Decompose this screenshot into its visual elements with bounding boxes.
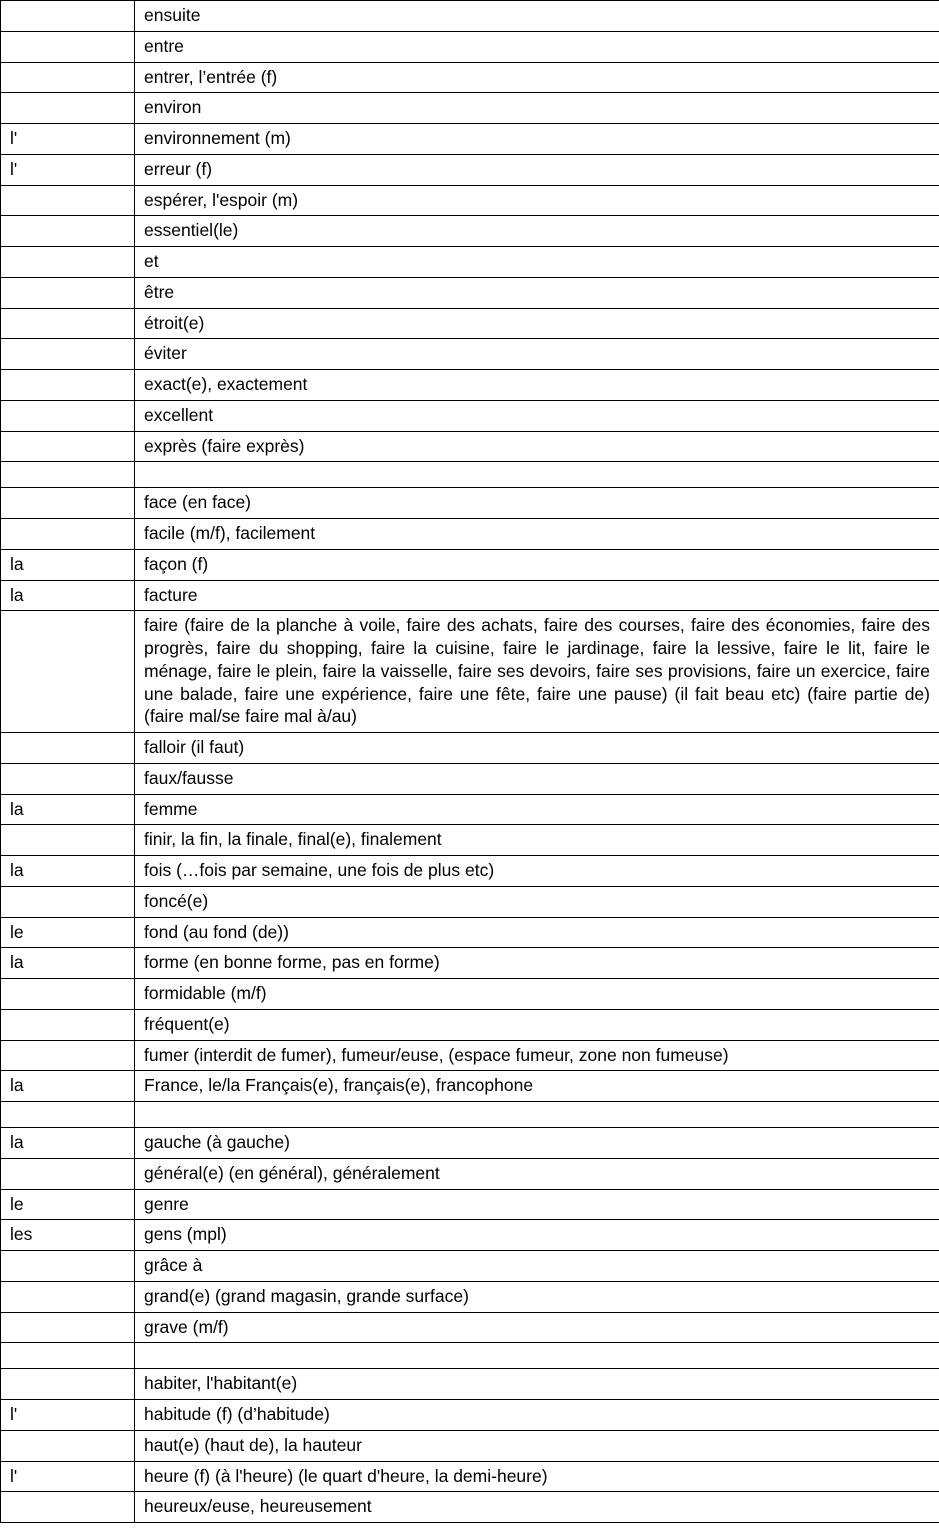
word-cell: haut(e) (haut de), la hauteur (135, 1430, 939, 1461)
table-row (1, 1040, 939, 1071)
table-row (1, 1009, 939, 1040)
table-row (1, 154, 939, 185)
table-row (1, 1220, 939, 1251)
article-cell (1, 462, 135, 488)
table-row (1, 1071, 939, 1102)
article-cell: l' (1, 124, 135, 155)
table-row (1, 979, 939, 1010)
word-cell: grâce à (135, 1251, 939, 1282)
article-cell (1, 1430, 135, 1461)
article-cell (1, 62, 135, 93)
table-row (1, 611, 939, 733)
word-cell: fond (au fond (de)) (135, 917, 939, 948)
article-cell (1, 1343, 135, 1369)
word-cell: grave (m/f) (135, 1312, 939, 1343)
word-cell: étroit(e) (135, 308, 939, 339)
article-cell (1, 519, 135, 550)
table-row (1, 308, 939, 339)
article-cell (1, 1492, 135, 1523)
table-row-spacer (1, 1343, 939, 1369)
word-cell: foncé(e) (135, 886, 939, 917)
article-cell: la (1, 856, 135, 887)
word-cell: face (en face) (135, 488, 939, 519)
table-row (1, 948, 939, 979)
article-cell (1, 611, 135, 733)
word-cell: habiter, l'habitant(e) (135, 1369, 939, 1400)
word-cell: facile (m/f), facilement (135, 519, 939, 550)
vocabulary-table-body (1, 1, 939, 1523)
word-cell: entre (135, 31, 939, 62)
article-cell (1, 308, 135, 339)
article-cell: l' (1, 1461, 135, 1492)
word-cell: général(e) (en général), généralement (135, 1158, 939, 1189)
table-row (1, 1312, 939, 1343)
word-cell: facture (135, 580, 939, 611)
article-cell: la (1, 794, 135, 825)
word-cell: faux/fausse (135, 763, 939, 794)
article-cell (1, 488, 135, 519)
table-row (1, 917, 939, 948)
article-cell: le (1, 917, 135, 948)
word-cell: formidable (m/f) (135, 979, 939, 1010)
word-cell: environ (135, 93, 939, 124)
word-cell: fréquent(e) (135, 1009, 939, 1040)
article-cell: le (1, 1189, 135, 1220)
table-row (1, 488, 939, 519)
article-cell (1, 1009, 135, 1040)
table-row (1, 733, 939, 764)
article-cell (1, 277, 135, 308)
word-cell: espérer, l'espoir (m) (135, 185, 939, 216)
word-cell: environnement (m) (135, 124, 939, 155)
word-cell: façon (f) (135, 549, 939, 580)
table-row (1, 185, 939, 216)
word-cell: être (135, 277, 939, 308)
word-cell: femme (135, 794, 939, 825)
table-row (1, 1251, 939, 1282)
table-row (1, 1281, 939, 1312)
article-cell: la (1, 948, 135, 979)
article-cell (1, 825, 135, 856)
article-cell: la (1, 1128, 135, 1159)
word-cell: exprès (faire exprès) (135, 431, 939, 462)
word-cell: grand(e) (grand magasin, grande surface) (135, 1281, 939, 1312)
word-cell: France, le/la Français(e), français(e), francophone (135, 1071, 939, 1102)
table-row (1, 124, 939, 155)
table-row (1, 1369, 939, 1400)
article-cell (1, 185, 135, 216)
table-row (1, 1400, 939, 1431)
table-row (1, 277, 939, 308)
word-cell: forme (en bonne forme, pas en forme) (135, 948, 939, 979)
table-row (1, 247, 939, 278)
article-cell (1, 1281, 135, 1312)
word-cell: ensuite (135, 1, 939, 32)
article-cell (1, 93, 135, 124)
word-cell (135, 462, 939, 488)
article-cell (1, 247, 135, 278)
article-cell: la (1, 549, 135, 580)
word-cell: entrer, l’entrée (f) (135, 62, 939, 93)
table-row (1, 519, 939, 550)
word-cell: fumer (interdit de fumer), fumeur/euse, (espace fumeur, zone non fumeuse) (135, 1040, 939, 1071)
article-cell: la (1, 1071, 135, 1102)
article-cell: l' (1, 154, 135, 185)
word-cell: excellent (135, 400, 939, 431)
word-cell: erreur (f) (135, 154, 939, 185)
article-cell (1, 886, 135, 917)
table-row (1, 1128, 939, 1159)
word-cell: habitude (f) (d’habitude) (135, 1400, 939, 1431)
article-cell (1, 31, 135, 62)
word-cell (135, 1343, 939, 1369)
table-row (1, 93, 939, 124)
table-row (1, 1430, 939, 1461)
table-row (1, 216, 939, 247)
article-cell: l' (1, 1400, 135, 1431)
word-cell: faire (faire de la planche à voile, faire des achats, faire des courses, faire des économies, faire des progrès, faire du shopping, faire la cuisine, faire le jardinage, faire la lessive, faire le lit, faire le ménage, faire le plein, faire la vaisselle, faire ses devoirs, faire ses provisions, faire un exercice, faire une balade, faire une expérience, faire une fête, faire une pause) (il fait beau etc) (faire partie de) (faire mal/se faire mal à/au) (135, 611, 939, 733)
word-cell: heureux/euse, heureusement (135, 1492, 939, 1523)
table-row (1, 794, 939, 825)
word-cell: éviter (135, 339, 939, 370)
table-row (1, 339, 939, 370)
table-row (1, 1492, 939, 1523)
article-cell (1, 1251, 135, 1282)
article-cell (1, 216, 135, 247)
article-cell (1, 1158, 135, 1189)
table-row (1, 580, 939, 611)
table-row-spacer (1, 462, 939, 488)
article-cell (1, 1102, 135, 1128)
word-cell: gens (mpl) (135, 1220, 939, 1251)
word-cell: falloir (il faut) (135, 733, 939, 764)
table-row (1, 825, 939, 856)
article-cell (1, 979, 135, 1010)
word-cell: heure (f) (à l'heure) (le quart d'heure, la demi-heure) (135, 1461, 939, 1492)
table-row-spacer (1, 1102, 939, 1128)
table-row (1, 886, 939, 917)
table-row (1, 400, 939, 431)
article-cell (1, 431, 135, 462)
article-cell (1, 1369, 135, 1400)
table-row (1, 763, 939, 794)
word-cell: gauche (à gauche) (135, 1128, 939, 1159)
article-cell (1, 1040, 135, 1071)
article-cell: les (1, 1220, 135, 1251)
table-row (1, 1, 939, 32)
table-row (1, 62, 939, 93)
table-row (1, 370, 939, 401)
word-cell: finir, la fin, la finale, final(e), finalement (135, 825, 939, 856)
article-cell (1, 1, 135, 32)
word-cell: essentiel(le) (135, 216, 939, 247)
article-cell (1, 339, 135, 370)
table-row (1, 31, 939, 62)
table-row (1, 549, 939, 580)
table-row (1, 431, 939, 462)
word-cell: exact(e), exactement (135, 370, 939, 401)
word-cell (135, 1102, 939, 1128)
word-cell: genre (135, 1189, 939, 1220)
article-cell (1, 400, 135, 431)
article-cell: la (1, 580, 135, 611)
table-row (1, 856, 939, 887)
word-cell: et (135, 247, 939, 278)
article-cell (1, 733, 135, 764)
table-row (1, 1461, 939, 1492)
table-row (1, 1189, 939, 1220)
table-row (1, 1158, 939, 1189)
article-cell (1, 1312, 135, 1343)
article-cell (1, 370, 135, 401)
article-cell (1, 763, 135, 794)
word-cell: fois (…fois par semaine, une fois de plus etc) (135, 856, 939, 887)
